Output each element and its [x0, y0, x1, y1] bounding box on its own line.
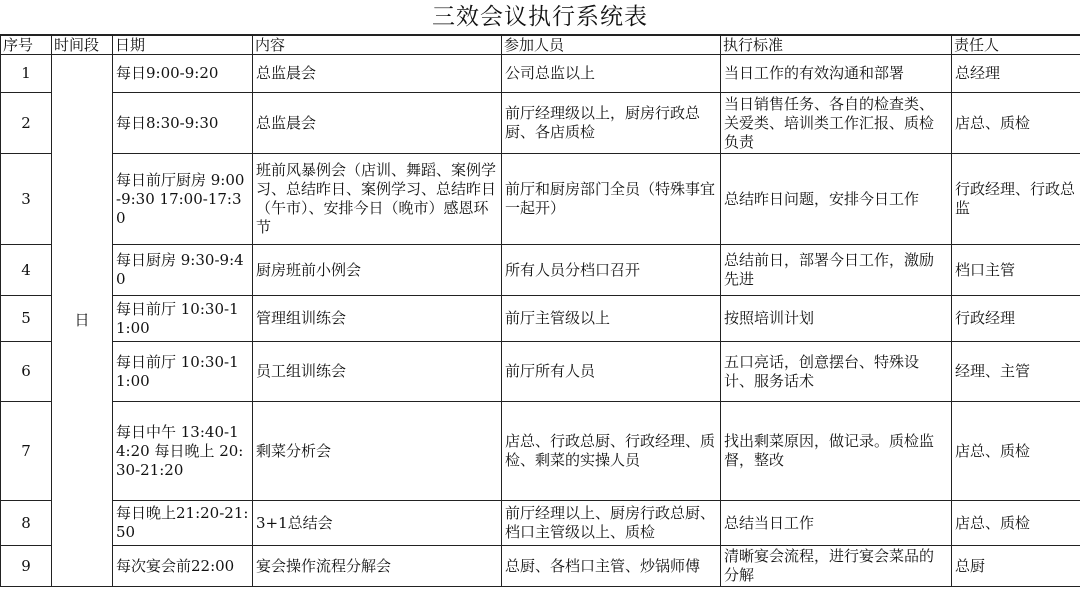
header-period: 时间段	[52, 36, 113, 55]
cell-seq: 8	[1, 501, 52, 546]
cell-owner: 行政经理、行政总监	[952, 154, 1080, 245]
cell-participants: 总厨、各档口主管、炒锅师傅	[502, 546, 721, 587]
cell-seq: 4	[1, 245, 52, 296]
cell-date: 每日前厅 10:30-11:00	[113, 296, 253, 342]
table-row	[1, 402, 1080, 501]
table-title: 三效会议执行系统表	[0, 0, 1080, 35]
cell-participants: 前厅和厨房部门全员（特殊事宜一起开）	[502, 154, 721, 245]
cell-content: 员工组训练会	[253, 342, 502, 402]
cell-seq: 3	[1, 154, 52, 245]
cell-date: 每日9:00-9:20	[113, 55, 253, 93]
cell-standard: 按照培训计划	[721, 296, 952, 342]
table-row	[1, 55, 1080, 93]
cell-owner: 经理、主管	[952, 342, 1080, 402]
cell-standard: 当日销售任务、各自的检查类、关爱类、培训类工作汇报、质检负责	[721, 93, 952, 154]
cell-content: 总监晨会	[253, 93, 502, 154]
table-row	[1, 296, 1080, 342]
cell-owner: 总经理	[952, 55, 1080, 93]
table-row	[1, 501, 1080, 546]
cell-date: 每日8:30-9:30	[113, 93, 253, 154]
cell-standard: 总结前日，部署今日工作，激励先进	[721, 245, 952, 296]
cell-content: 厨房班前小例会	[253, 245, 502, 296]
cell-date: 每日厨房 9:30-9:40	[113, 245, 253, 296]
header-standard: 执行标准	[721, 36, 952, 55]
cell-standard: 总结当日工作	[721, 501, 952, 546]
cell-content: 宴会操作流程分解会	[253, 546, 502, 587]
cell-participants: 前厅经理级以上，厨房行政总厨、各店质检	[502, 93, 721, 154]
cell-content: 总监晨会	[253, 55, 502, 93]
table-row	[1, 546, 1080, 587]
header-row	[1, 36, 1080, 55]
cell-date: 每日中午 13:40-14:20 每日晚上 20:30-21:20	[113, 402, 253, 501]
cell-content: 3+1总结会	[253, 501, 502, 546]
header-content: 内容	[253, 36, 502, 55]
header-owner: 责任人	[952, 36, 1080, 55]
cell-owner: 店总、质检	[952, 402, 1080, 501]
header-seq: 序号	[1, 36, 52, 55]
cell-content: 班前风暴例会（店训、舞蹈、案例学习、总结昨日、案例学习、总结昨日（午市）、安排今日（晚市）感恩环节	[253, 154, 502, 245]
table-row	[1, 245, 1080, 296]
cell-standard: 当日工作的有效沟通和部署	[721, 55, 952, 93]
cell-participants: 所有人员分档口召开	[502, 245, 721, 296]
cell-standard: 找出剩菜原因，做记录。质检监督，整改	[721, 402, 952, 501]
cell-date: 每日前厅 10:30-11:00	[113, 342, 253, 402]
cell-participants: 公司总监以上	[502, 55, 721, 93]
cell-standard: 五口亮话，创意摆台、特殊设计、服务话术	[721, 342, 952, 402]
cell-owner: 总厨	[952, 546, 1080, 587]
table-row	[1, 93, 1080, 154]
cell-period: 日	[52, 55, 113, 587]
cell-participants: 前厅主管级以上	[502, 296, 721, 342]
table-row	[1, 154, 1080, 245]
cell-participants: 店总、行政总厨、行政经理、质检、剩菜的实操人员	[502, 402, 721, 501]
cell-standard: 总结昨日问题，安排今日工作	[721, 154, 952, 245]
cell-seq: 1	[1, 55, 52, 93]
cell-seq: 2	[1, 93, 52, 154]
header-participants: 参加人员	[502, 36, 721, 55]
cell-owner: 档口主管	[952, 245, 1080, 296]
cell-owner: 行政经理	[952, 296, 1080, 342]
meeting-table	[0, 35, 1080, 587]
cell-date: 每次宴会前22:00	[113, 546, 253, 587]
cell-content: 管理组训练会	[253, 296, 502, 342]
cell-date: 每日前厅厨房 9:00-9:30 17:00-17:30	[113, 154, 253, 245]
header-date: 日期	[113, 36, 253, 55]
cell-participants: 前厅所有人员	[502, 342, 721, 402]
table-row	[1, 342, 1080, 402]
cell-date: 每日晚上21:20-21:50	[113, 501, 253, 546]
cell-participants: 前厅经理以上、厨房行政总厨、档口主管级以上、质检	[502, 501, 721, 546]
cell-seq: 6	[1, 342, 52, 402]
cell-seq: 5	[1, 296, 52, 342]
cell-seq: 7	[1, 402, 52, 501]
cell-seq: 9	[1, 546, 52, 587]
cell-standard: 清晰宴会流程，进行宴会菜品的分解	[721, 546, 952, 587]
cell-owner: 店总、质检	[952, 93, 1080, 154]
cell-owner: 店总、质检	[952, 501, 1080, 546]
cell-content: 剩菜分析会	[253, 402, 502, 501]
